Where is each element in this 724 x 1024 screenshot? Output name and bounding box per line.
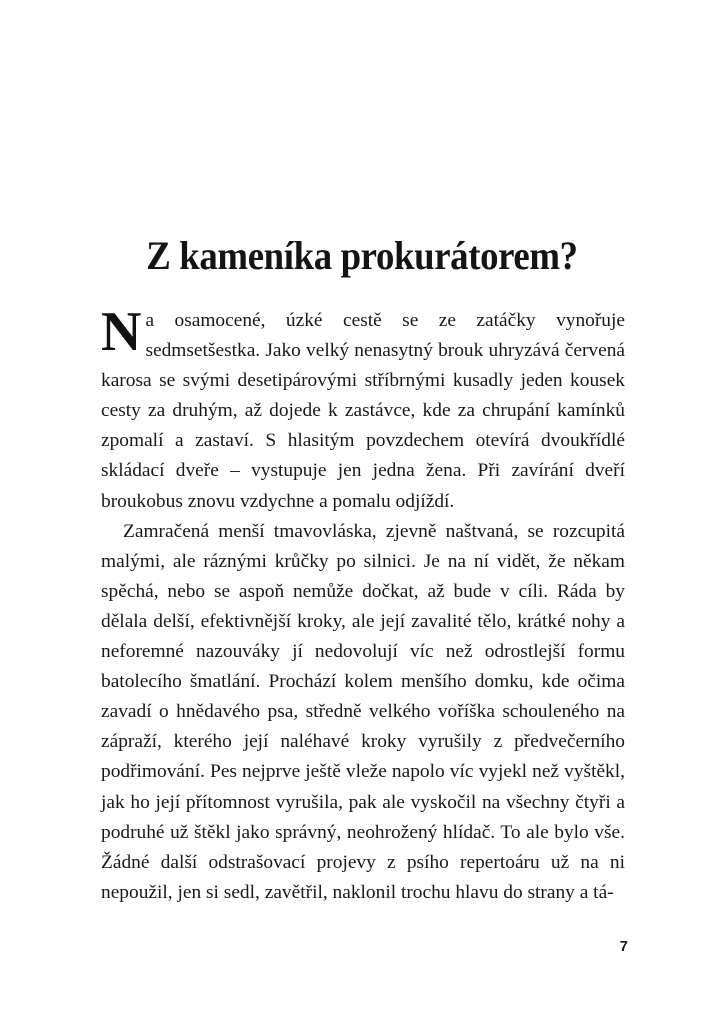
page-number: 7 [619, 938, 628, 955]
paragraph-1 [101, 301, 625, 517]
drop-cap-letter: N [101, 301, 142, 363]
paragraph-1-text: a osamocené, úzké cestě se ze zatáčky vynořuje sedmsetšestka. Jako velký nenasytný brouk uhryzává červená karosa se svými desetipárovými stříbrnými kusadly jeden kousek cesty za druhým, až dojede k zastávce, kde za chrupání kamínků zpomalí a zastaví. S hlasitým povzdechem otevírá dvoukřídlé skládací dveře – vystupuje jen jedna žena. Při zavírání dveří broukobus znovu vzdychne a pomalu odjíždí. [101, 310, 625, 512]
chapter-title: Z kameníka prokurátorem? [146, 232, 578, 278]
paragraph-2-text: Zamračená menší tmavovláska, zjevně naštvaná, se rozcupitá malými, ale ráznými krůčky po silnici. Je na ní vidět, že někam spěchá, nebo se aspoň nemůže dočkat, až bude v cíli. Ráda by dělala delší, efektivnější kroky, ale její zavalité tělo, krátké nohy a neforemné nazouváky jí nedovolují víc než odrostlejší formu batolecího šmatlání. Prochází kolem menšího domku, kde očima zavadí o hnědavého psa, středně velkého voříška schouleného na zápraží, kterého její naléhavé kroky vyrušily z předvečerního podřimování. Pes nejprve ještě vleže napolo víc vyjekl než vyštěkl, jak ho její přítomnost vyrušila, pak ale vyskočil na všechny čtyři a podruhé už štěkl jako správný, neohrožený hlídač. To ale bylo vše. Žádné další odstrašovací projevy z psího repertoáru už na ni nepoužil, jen si sedl, zavětřil, naklonil trochu hlavu do strany a tá- [101, 520, 625, 903]
body-text-block [101, 301, 625, 908]
paragraph-2 [101, 517, 625, 908]
